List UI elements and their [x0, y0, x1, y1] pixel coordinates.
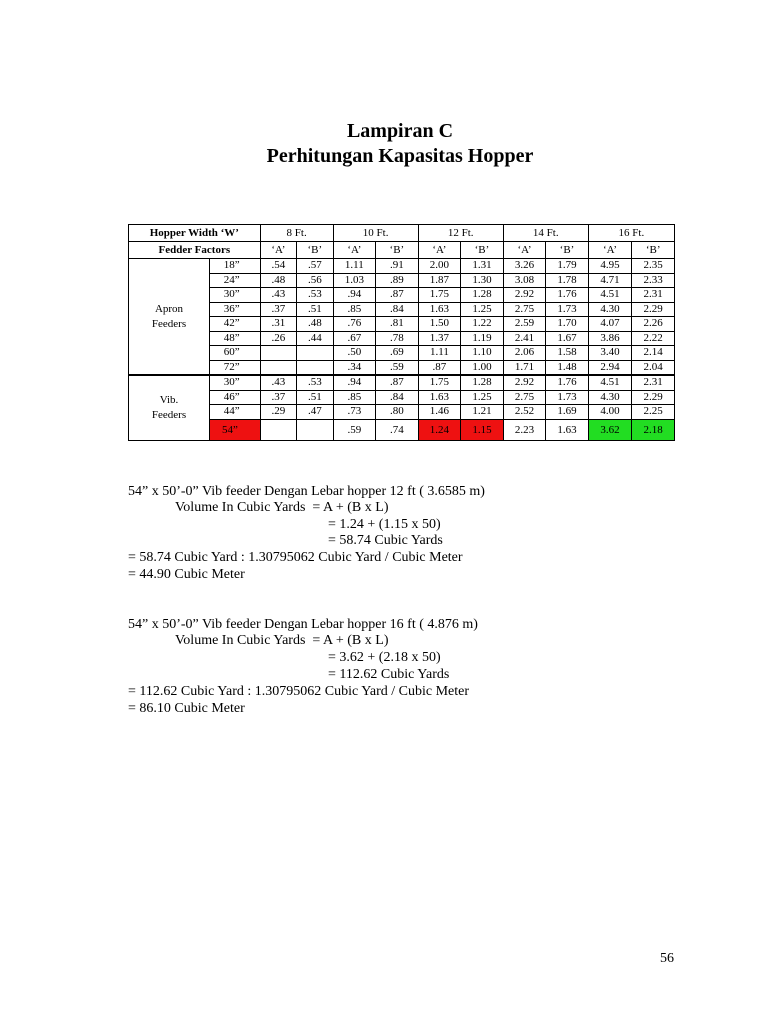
- factor-value-cell: [297, 346, 333, 361]
- factor-value-cell: 1.31: [461, 259, 504, 274]
- factor-value-cell: .84: [376, 302, 419, 317]
- feeder-size-cell: 30”: [210, 375, 261, 390]
- factor-value-cell: 2.18: [632, 419, 675, 440]
- factor-value-cell: [297, 360, 333, 375]
- factor-value-cell: 2.94: [588, 360, 632, 375]
- factor-value-cell: 2.92: [503, 375, 546, 390]
- factor-value-cell: .91: [376, 259, 419, 274]
- factor-value-cell: 2.29: [632, 302, 675, 317]
- factor-value-cell: 1.67: [546, 331, 589, 346]
- factor-value-cell: .37: [260, 302, 296, 317]
- factor-b-header: ‘B’: [297, 242, 333, 259]
- calc2-conversion: = 112.62 Cubic Yard : 1.30795062 Cubic Yard / Cubic Meter: [128, 684, 470, 699]
- factor-value-cell: 1.75: [418, 375, 461, 390]
- calc1-conversion: = 58.74 Cubic Yard : 1.30795062 Cubic Yard / Cubic Meter: [128, 550, 463, 565]
- factor-value-cell: .54: [260, 259, 296, 274]
- factor-value-cell: 2.92: [503, 288, 546, 303]
- factor-a-header: ‘A’: [418, 242, 461, 259]
- factor-value-cell: .85: [333, 390, 376, 405]
- hopper-width-header: Hopper Width ‘W’: [129, 225, 261, 242]
- factor-value-cell: .94: [333, 288, 376, 303]
- feeder-size-cell: 18”: [210, 259, 261, 274]
- factor-value-cell: .43: [260, 288, 296, 303]
- factor-value-cell: .85: [333, 302, 376, 317]
- table-row: [129, 419, 675, 440]
- factor-value-cell: 4.00: [588, 405, 632, 420]
- calc1-substitution: = 1.24 + (1.15 x 50): [328, 517, 441, 532]
- factor-value-cell: 2.31: [632, 375, 675, 390]
- factor-a-header: ‘A’: [503, 242, 546, 259]
- factor-value-cell: .34: [333, 360, 376, 375]
- feeder-size-cell: 42”: [210, 317, 261, 332]
- factor-value-cell: .69: [376, 346, 419, 361]
- factor-value-cell: .53: [297, 375, 333, 390]
- feeder-size-cell: 30”: [210, 288, 261, 303]
- factor-value-cell: 2.14: [632, 346, 675, 361]
- factor-value-cell: 2.41: [503, 331, 546, 346]
- vib-feeders-label: [129, 375, 210, 440]
- factor-value-cell: 2.25: [632, 405, 675, 420]
- factor-value-cell: .84: [376, 390, 419, 405]
- factor-value-cell: 1.03: [333, 273, 376, 288]
- factor-value-cell: .37: [260, 390, 296, 405]
- apron-feeders-label-line1: Apron: [154, 302, 184, 315]
- table-row: [129, 317, 675, 332]
- factor-value-cell: 1.10: [461, 346, 504, 361]
- table-row: [129, 302, 675, 317]
- factor-value-cell: .51: [297, 390, 333, 405]
- factor-value-cell: 4.30: [588, 302, 632, 317]
- factor-value-cell: .76: [333, 317, 376, 332]
- factor-value-cell: 4.95: [588, 259, 632, 274]
- factor-a-header: ‘A’: [333, 242, 376, 259]
- table-row: [129, 346, 675, 361]
- table-row: [129, 405, 675, 420]
- factor-value-cell: 3.86: [588, 331, 632, 346]
- factor-value-cell: 4.30: [588, 390, 632, 405]
- factor-value-cell: 2.06: [503, 346, 546, 361]
- factor-value-cell: 1.11: [418, 346, 461, 361]
- feeder-size-cell: 44”: [210, 405, 261, 420]
- table-row: [129, 259, 675, 274]
- feeder-factors-header: Fedder Factors: [129, 242, 261, 259]
- factor-a-header: ‘A’: [588, 242, 632, 259]
- factor-value-cell: .26: [260, 331, 296, 346]
- factor-value-cell: 1.50: [418, 317, 461, 332]
- factor-value-cell: .81: [376, 317, 419, 332]
- table-row: [129, 288, 675, 303]
- factor-b-header: ‘B’: [376, 242, 419, 259]
- factor-value-cell: .87: [376, 375, 419, 390]
- factor-value-cell: 1.15: [461, 419, 504, 440]
- factor-value-cell: 1.46: [418, 405, 461, 420]
- calc2-result-yards: = 112.62 Cubic Yards: [328, 667, 450, 682]
- factor-value-cell: 2.22: [632, 331, 675, 346]
- calc1-heading: 54” x 50’-0” Vib feeder Dengan Lebar hopper 12 ft ( 3.6585 m): [128, 484, 485, 499]
- page-title: Lampiran C: [346, 120, 454, 142]
- apron-feeders-label-line2: Feeders: [151, 317, 187, 330]
- factor-value-cell: .29: [260, 405, 296, 420]
- factor-value-cell: [260, 346, 296, 361]
- factor-value-cell: .51: [297, 302, 333, 317]
- hopper-capacity-table: [128, 224, 675, 441]
- factor-value-cell: 1.73: [546, 302, 589, 317]
- factor-a-header: ‘A’: [260, 242, 296, 259]
- factor-value-cell: 1.48: [546, 360, 589, 375]
- factor-value-cell: 1.87: [418, 273, 461, 288]
- factor-value-cell: [260, 360, 296, 375]
- factor-value-cell: .74: [376, 419, 419, 440]
- factor-value-cell: 2.75: [503, 390, 546, 405]
- factor-value-cell: 1.19: [461, 331, 504, 346]
- factor-value-cell: .44: [297, 331, 333, 346]
- factor-value-cell: 2.26: [632, 317, 675, 332]
- factor-value-cell: 4.51: [588, 288, 632, 303]
- factor-value-cell: 2.75: [503, 302, 546, 317]
- factor-value-cell: .87: [418, 360, 461, 375]
- factor-value-cell: .47: [297, 405, 333, 420]
- factor-value-cell: .67: [333, 331, 376, 346]
- factor-value-cell: 1.28: [461, 375, 504, 390]
- factor-value-cell: .59: [333, 419, 376, 440]
- feeder-size-cell: 36”: [210, 302, 261, 317]
- factor-value-cell: 1.76: [546, 288, 589, 303]
- factor-value-cell: 3.62: [588, 419, 632, 440]
- factor-value-cell: 2.31: [632, 288, 675, 303]
- factor-value-cell: [297, 419, 333, 440]
- factor-value-cell: 1.30: [461, 273, 504, 288]
- feeder-size-cell: 54”: [210, 419, 261, 440]
- factor-value-cell: .57: [297, 259, 333, 274]
- factor-value-cell: .48: [260, 273, 296, 288]
- factor-value-cell: 1.63: [418, 390, 461, 405]
- factor-value-cell: 1.76: [546, 375, 589, 390]
- factor-value-cell: 2.00: [418, 259, 461, 274]
- factor-value-cell: [260, 419, 296, 440]
- factor-value-cell: .59: [376, 360, 419, 375]
- feeder-size-cell: 60”: [210, 346, 261, 361]
- table-row: [129, 331, 675, 346]
- factor-value-cell: 4.51: [588, 375, 632, 390]
- feeder-size-cell: 46”: [210, 390, 261, 405]
- calc2-heading: 54” x 50’-0” Vib feeder Dengan Lebar hopper 16 ft ( 4.876 m): [128, 617, 478, 632]
- factor-value-cell: .78: [376, 331, 419, 346]
- factor-value-cell: 3.08: [503, 273, 546, 288]
- factor-value-cell: .48: [297, 317, 333, 332]
- table-row: [129, 273, 675, 288]
- factor-value-cell: .89: [376, 273, 419, 288]
- factor-value-cell: 2.23: [503, 419, 546, 440]
- factor-value-cell: 3.40: [588, 346, 632, 361]
- factor-value-cell: 1.69: [546, 405, 589, 420]
- factor-value-cell: .73: [333, 405, 376, 420]
- width-header: 12 Ft.: [418, 225, 503, 242]
- factor-value-cell: 1.79: [546, 259, 589, 274]
- feeder-size-cell: 48”: [210, 331, 261, 346]
- width-header: 16 Ft.: [588, 225, 674, 242]
- table-row: [129, 375, 675, 390]
- factor-value-cell: .50: [333, 346, 376, 361]
- factor-value-cell: .80: [376, 405, 419, 420]
- factor-value-cell: 1.25: [461, 302, 504, 317]
- factor-value-cell: 2.29: [632, 390, 675, 405]
- factor-value-cell: 1.21: [461, 405, 504, 420]
- factor-b-header: ‘B’: [546, 242, 589, 259]
- calc1-formula: Volume In Cubic Yards = A + (B x L): [175, 500, 389, 515]
- factor-value-cell: 1.24: [418, 419, 461, 440]
- factor-value-cell: 1.58: [546, 346, 589, 361]
- factor-b-header: ‘B’: [461, 242, 504, 259]
- factor-value-cell: 4.71: [588, 273, 632, 288]
- factor-value-cell: 1.71: [503, 360, 546, 375]
- calc2-formula: Volume In Cubic Yards = A + (B x L): [175, 633, 389, 648]
- factor-value-cell: 1.11: [333, 259, 376, 274]
- factor-value-cell: 4.07: [588, 317, 632, 332]
- factor-value-cell: 1.78: [546, 273, 589, 288]
- factor-b-header: ‘B’: [632, 242, 675, 259]
- factor-value-cell: 2.52: [503, 405, 546, 420]
- factor-value-cell: .31: [260, 317, 296, 332]
- table-row: [129, 390, 675, 405]
- vib-feeders-label-line2: Feeders: [151, 408, 187, 421]
- width-header: 8 Ft.: [260, 225, 333, 242]
- factor-value-cell: .87: [376, 288, 419, 303]
- calc1-result-yards: = 58.74 Cubic Yards: [328, 533, 443, 548]
- factor-value-cell: 1.37: [418, 331, 461, 346]
- factor-value-cell: 1.63: [418, 302, 461, 317]
- factor-value-cell: 2.33: [632, 273, 675, 288]
- factor-value-cell: 1.22: [461, 317, 504, 332]
- factor-value-cell: 1.00: [461, 360, 504, 375]
- factor-value-cell: 1.25: [461, 390, 504, 405]
- factor-value-cell: 1.28: [461, 288, 504, 303]
- factor-value-cell: 1.63: [546, 419, 589, 440]
- width-header: 14 Ft.: [503, 225, 588, 242]
- factor-value-cell: 1.75: [418, 288, 461, 303]
- feeder-size-cell: 24”: [210, 273, 261, 288]
- factor-value-cell: 2.35: [632, 259, 675, 274]
- page-number: 56: [660, 951, 674, 966]
- calc1-result-meters: = 44.90 Cubic Meter: [128, 567, 245, 582]
- calc2-substitution: = 3.62 + (2.18 x 50): [328, 650, 441, 665]
- factor-value-cell: .94: [333, 375, 376, 390]
- factor-value-cell: .53: [297, 288, 333, 303]
- feeder-size-cell: 72”: [210, 360, 261, 375]
- vib-feeders-label-line1: Vib.: [159, 393, 179, 406]
- factor-value-cell: 3.26: [503, 259, 546, 274]
- apron-feeders-label: [129, 259, 210, 376]
- table-row: [129, 360, 675, 375]
- factor-value-cell: .56: [297, 273, 333, 288]
- width-header: 10 Ft.: [333, 225, 418, 242]
- factor-value-cell: 1.73: [546, 390, 589, 405]
- factor-value-cell: 2.04: [632, 360, 675, 375]
- factor-value-cell: .43: [260, 375, 296, 390]
- factor-value-cell: 2.59: [503, 317, 546, 332]
- page-subtitle: Perhitungan Kapasitas Hopper: [266, 145, 534, 167]
- calc2-result-meters: = 86.10 Cubic Meter: [128, 701, 245, 716]
- factor-value-cell: 1.70: [546, 317, 589, 332]
